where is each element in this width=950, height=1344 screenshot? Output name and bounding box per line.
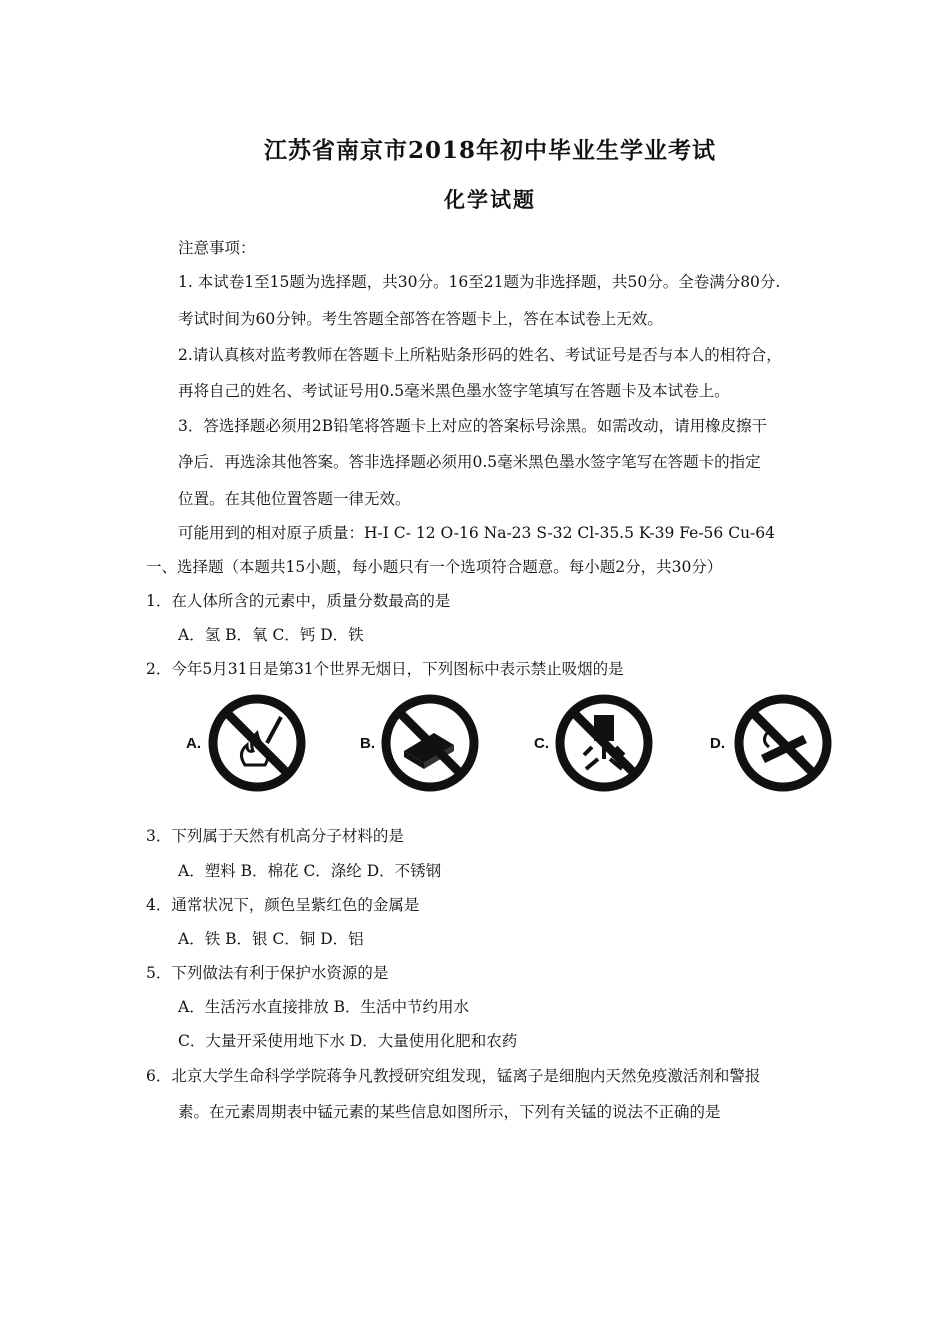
atomic-masses: 可能用到的相对原子质量：H-I C- 12 O-16 Na-23 S-32 Cl-35.5 K-39 Fe-56 Cu-64 — [178, 524, 776, 542]
question-5-options-row-2: C．大量开采使用地下水 D．大量使用化肥和农药 — [178, 1032, 518, 1050]
notes-heading: 注意事项： — [178, 239, 256, 257]
option-a-label: A. — [186, 735, 201, 752]
notes-line-5: 3．答选择题必须用2B铅笔将答题卡上对应的答案标号涂黑。如需改动，请用橡皮擦干 — [178, 417, 768, 435]
no-open-flame-icon — [207, 693, 307, 793]
section-heading: 一、选择题（本题共15小题，每小题只有一个选项符合题意。每小题2分，共30分） — [146, 558, 723, 576]
notes-line-7: 位置。在其他位置答题一律无效。 — [178, 490, 411, 508]
question-4-stem: 4．通常状况下，颜色呈紫红色的金属是 — [146, 896, 420, 914]
page-title: 江苏省南京市2018年初中毕业生学业考试 — [263, 137, 716, 164]
no-smoking-icon — [733, 693, 833, 793]
option-d-label: D. — [710, 735, 725, 752]
notes-line-4: 再将自己的姓名、考试证号用0.5毫米黑色墨水签字笔填写在答题卡及本试卷上。 — [178, 382, 730, 400]
question-3-stem: 3．下列属于天然有机高分子材料的是 — [146, 827, 404, 845]
option-b-label: B. — [360, 735, 375, 752]
notes-line-2: 考试时间为60分钟。考生答题全部答在答题卡上，答在本试卷上无效。 — [178, 310, 663, 328]
no-matches-icon — [380, 693, 480, 793]
notes-line-1: 1. 本试卷1至15题为选择题，共30分。16至21题为非选择题，共50分。全卷满分80分. — [178, 273, 781, 291]
question-1-stem: 1．在人体所含的元素中，质量分数最高的是 — [146, 592, 451, 610]
question-2-stem: 2．今年5月31日是第31个世界无烟日，下列图标中表示禁止吸烟的是 — [146, 660, 624, 678]
no-fireworks-icon — [554, 693, 654, 793]
page-subtitle: 化学试题 — [444, 187, 536, 212]
notes-line-3: 2.请认真核对监考教师在答题卡上所粘贴条形码的姓名、考试证号是否与本人的相符合， — [178, 346, 782, 364]
question-5-options-row-1: A．生活污水直接排放 B．生活中节约用水 — [178, 998, 470, 1016]
question-6-stem-line-2: 素。在元素周期表中锰元素的某些信息如图所示，下列有关锰的说法不正确的是 — [178, 1103, 721, 1121]
question-3-options: A．塑料 B．棉花 C．涤纶 D．不锈钢 — [178, 862, 442, 880]
option-c-label: C. — [534, 735, 549, 752]
question-4-options: A．铁 B．银 C．铜 D．铝 — [178, 930, 364, 948]
question-6-stem-line-1: 6．北京大学生命科学学院蒋争凡教授研究组发现，锰离子是细胞内天然免疫激活剂和警报 — [146, 1067, 761, 1085]
question-1-options: A．氢 B．氧 C．钙 D．铁 — [178, 626, 364, 644]
notes-line-6: 净后．再选涂其他答案。答非选择题必须用0.5毫米黑色墨水签字笔写在答题卡的指定 — [178, 453, 761, 471]
question-5-stem: 5．下列做法有利于保护水资源的是 — [146, 964, 389, 982]
